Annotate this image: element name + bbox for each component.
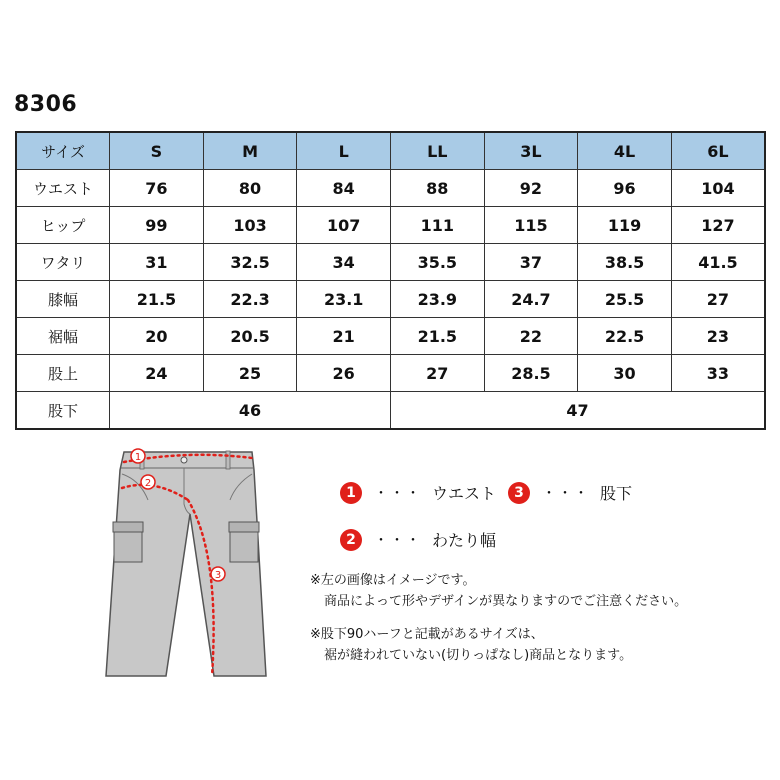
table-row — [16, 318, 765, 355]
table-cell: 38.5 — [578, 244, 672, 281]
table-cell: 103 — [203, 207, 297, 244]
note-line: ※股下90ハーフと記載があるサイズは、 — [310, 627, 544, 642]
model-code: 8306 — [14, 92, 78, 117]
table-cell: 24 — [110, 355, 204, 392]
row-label: ウエスト — [16, 170, 110, 207]
table-cell: 35.5 — [391, 244, 485, 281]
table-cell: 22.5 — [578, 318, 672, 355]
table-cell: 111 — [391, 207, 485, 244]
svg-text:1: 1 — [134, 452, 142, 463]
table-cell: 99 — [110, 207, 204, 244]
table-cell: 20.5 — [203, 318, 297, 355]
note-inseam-half — [310, 624, 632, 666]
table-cell: 24.7 — [484, 281, 578, 318]
row-label: ヒップ — [16, 207, 110, 244]
legend-dots: ・・・ — [542, 485, 590, 502]
marker-2 — [141, 475, 155, 489]
table-cell: 115 — [484, 207, 578, 244]
inseam-value-group-2: 47 — [391, 392, 766, 430]
row-label: 裾幅 — [16, 318, 110, 355]
table-cell: 22 — [484, 318, 578, 355]
note-line: 裾が縫われていない(切りっぱなし)商品となります。 — [324, 648, 633, 663]
cargo-pocket — [114, 528, 142, 562]
table-cell: 22.3 — [203, 281, 297, 318]
table-cell: 88 — [391, 170, 485, 207]
marker-3 — [211, 567, 225, 581]
table-row — [16, 207, 765, 244]
table-header-cell: L — [297, 132, 391, 170]
table-cell: 33 — [671, 355, 765, 392]
table-cell: 92 — [484, 170, 578, 207]
table-cell: 23.9 — [391, 281, 485, 318]
size-table — [15, 131, 766, 430]
table-cell: 107 — [297, 207, 391, 244]
table-cell: 23.1 — [297, 281, 391, 318]
belt-loop — [226, 451, 230, 469]
table-cell: 119 — [578, 207, 672, 244]
legend-dots: ・・・ — [374, 532, 422, 549]
table-cell: 31 — [110, 244, 204, 281]
table-cell: 25 — [203, 355, 297, 392]
table-cell: 104 — [671, 170, 765, 207]
table-cell: 21 — [297, 318, 391, 355]
table-cell: 84 — [297, 170, 391, 207]
legend-dots: ・・・ — [374, 485, 422, 502]
legend-label: 股下 — [600, 484, 633, 503]
legend-item-inseam — [508, 481, 632, 504]
row-label: 股下 — [16, 392, 110, 430]
table-header-size: サイズ — [16, 132, 110, 170]
svg-text:2: 2 — [144, 478, 152, 489]
table-cell: 32.5 — [203, 244, 297, 281]
table-header-cell: 3L — [484, 132, 578, 170]
table-cell: 21.5 — [110, 281, 204, 318]
table-cell: 26 — [297, 355, 391, 392]
legend-badge: 3 — [508, 482, 530, 504]
table-cell: 30 — [578, 355, 672, 392]
legend-label: わたり幅 — [432, 531, 497, 550]
note-line: ※左の画像はイメージです。 — [310, 573, 476, 588]
table-row — [16, 355, 765, 392]
table-header-cell: S — [110, 132, 204, 170]
legend-badge: 2 — [340, 529, 362, 551]
row-label: 膝幅 — [16, 281, 110, 318]
svg-text:3: 3 — [214, 570, 222, 581]
note-image — [310, 570, 687, 612]
legend-badge: 1 — [340, 482, 362, 504]
row-label: ワタリ — [16, 244, 110, 281]
legend-label: ウエスト — [432, 484, 497, 503]
table-header-cell: M — [203, 132, 297, 170]
table-cell: 127 — [671, 207, 765, 244]
table-cell: 27 — [671, 281, 765, 318]
table-header-cell: 4L — [578, 132, 672, 170]
table-cell: 20 — [110, 318, 204, 355]
table-cell: 41.5 — [671, 244, 765, 281]
table-row — [16, 281, 765, 318]
table-cell: 76 — [110, 170, 204, 207]
button-icon — [181, 457, 187, 463]
cargo-flap — [229, 522, 259, 532]
table-cell: 21.5 — [391, 318, 485, 355]
table-row — [16, 170, 765, 207]
cargo-flap — [113, 522, 143, 532]
table-cell: 80 — [203, 170, 297, 207]
table-cell: 25.5 — [578, 281, 672, 318]
table-header-cell: 6L — [671, 132, 765, 170]
table-header-row — [16, 132, 765, 170]
table-cell: 27 — [391, 355, 485, 392]
table-cell: 23 — [671, 318, 765, 355]
inseam-value-group-1: 46 — [110, 392, 391, 430]
cargo-pocket — [230, 528, 258, 562]
table-row-inseam — [16, 392, 765, 430]
marker-1 — [131, 449, 145, 463]
legend-item-waist — [340, 481, 496, 504]
table-header-cell: LL — [391, 132, 485, 170]
row-label: 股上 — [16, 355, 110, 392]
table-row — [16, 244, 765, 281]
table-cell: 37 — [484, 244, 578, 281]
table-cell: 34 — [297, 244, 391, 281]
legend-item-thigh — [340, 528, 496, 551]
note-line: 商品によって形やデザインが異なりますのでご注意ください。 — [324, 594, 688, 609]
pants-diagram — [102, 444, 272, 680]
table-cell: 96 — [578, 170, 672, 207]
table-cell: 28.5 — [484, 355, 578, 392]
